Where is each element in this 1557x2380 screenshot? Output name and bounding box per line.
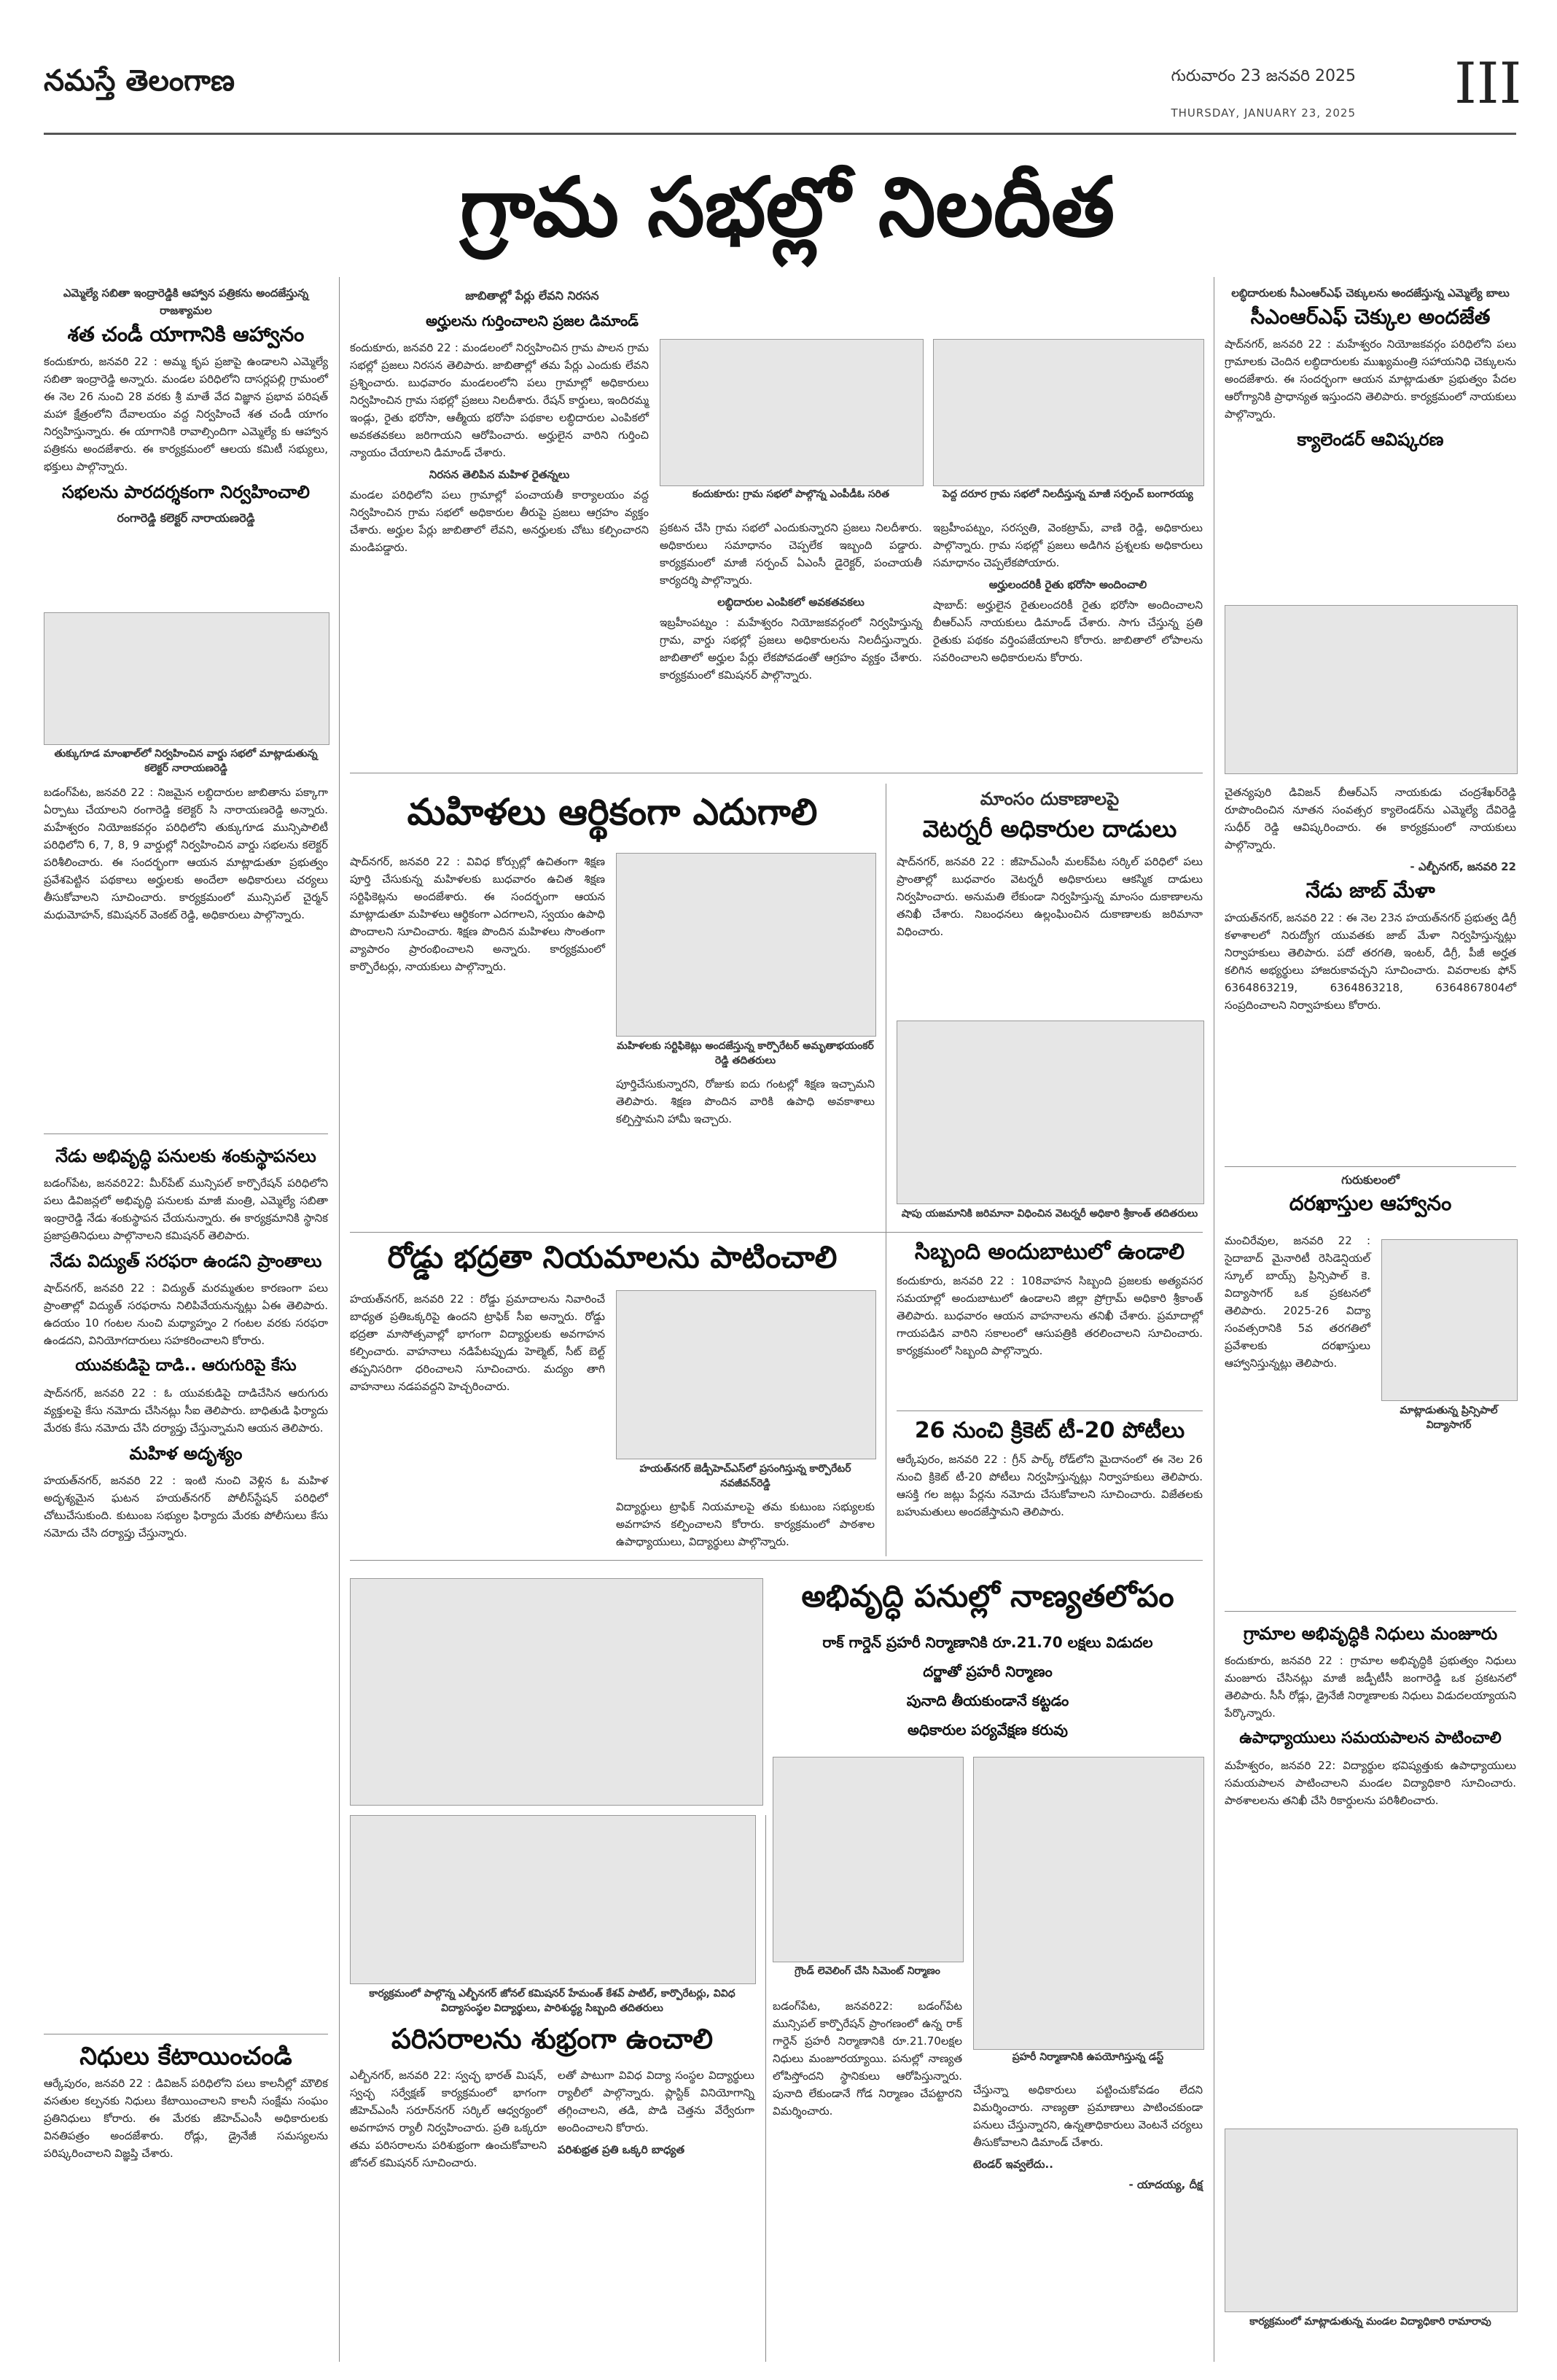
story-title: నేడు విద్యుత్ సరఫరా ఉండని ప్రాంతాలు xyxy=(50,1251,322,1271)
story-body: బడంగ్‌పేట, జనవరి 22 : నిజమైన లబ్ధిదారుల జాబితాను పక్కాగా ఏర్పాటు చేయాలని రంగారెడ్డి కలెక్టర్ సి నారాయణరెడ్డి అన్నారు. మహేశ్వరం నియోజకవర్గం పరిధిలోని తుక్కుగూడ మున్సిపాలిటీ పరిధిలోని 6, 7, 8, 9 వార్డుల్లో నిర్వహించిన వార్డు సభలను కలెక్టర్ పరిశీలించారు. ఈ సందర్భంగా ఆయన మాట్లాడుతూ ప్రభుత్వం ప్రవేశపెట్టిన పథకాలు అర్హులకు అందేలా అధికారులు చర్యలు తీసుకోవాలని సూచించారు. కార్యక్రమంలో మున్సిపల్ చైర్మన్ మధుమోహన్, కమిషనర్ వెంకట్ రెడ్డి, అధికారులు పాల్గొన్నారు. xyxy=(44,786,328,921)
women-col-2 xyxy=(616,1075,875,1132)
story-body: కందుకూరు, జనవరి 22 : అమ్మ కృప ప్రజాపై ఉండాలని ఎమ్మెల్యే సబితా ఇంద్రారెడ్డి అన్నారు. మండల పరిధిలోని దాసర్లపల్లి గ్రామంలో ఈ నెల 26 నుంచి 28 వరకు శ్రీ మాతే వేద విజ్ఞాన ప్రభావ పరిషత్ మహా క్షేత్రంలోని దేవాలయం వద్ద నిర్వహించే శత చండీ యాగం నిర్వహిస్తున్నారు. ఈ యాగానికి రావాల్సిందిగా ఎమ్మెల్యే కు ఆహ్వాన పత్రికను అందజేశారు. ఈ కార్యక్రమంలో ఆలయ కమిటీ సభ్యులు, భక్తులు పాల్గొన్నారు. xyxy=(44,355,328,473)
vet-body xyxy=(897,853,1203,945)
story-body: కందుకూరు, జనవరి 22 : గ్రామాల అభివృద్ధికి ప్రభుత్వం నిధులు మంజూరు చేసినట్లు మాజీ జడ్పీటీసీ జంగారెడ్డి ఒక ప్రకటనలో తెలిపారు. సీసీ రోడ్లు, డ్రైనేజీ నిర్మాణాలకు నిధులు విడుదలయ్యాయని పేర్కొన్నారు. xyxy=(1225,1654,1516,1720)
photo-caption: మాట్లాడుతున్న ప్రిన్సిపాల్ విద్యాసాగర్ xyxy=(1400,1405,1498,1431)
story-title: సిబ్బంది అందుబాటులో ఉండాలి xyxy=(914,1239,1185,1265)
cricket-body xyxy=(897,1451,1203,1525)
story-body: కందుకూరు, జనవరి 22 : 108వాహన సిబ్బంది ప్రజలకు అత్యవసర సమయాల్లో అందుబాటులో ఉండాలని జిల్లా ప్రోగ్రామ్ అధికారి శ్రీకాంత్ తెలిపారు. బుధవారం ఆయన వాహనాలను తనిఖీ చేశారు. ప్రమాదాల్లో గాయపడిన వారిని సకాలంలో ఆసుపత్రికి తరలించాలని సూచించారు. కార్యక్రమంలో సిబ్బంది పాల్గొన్నారు. xyxy=(897,1274,1203,1357)
road-col-2 xyxy=(616,1498,875,1555)
story-body: హయత్‌నగర్, జనవరి 22 : ఇంటి నుంచి వెళ్లిన ఓ మహిళ అదృశ్యమైన ఘటన హయత్‌నగర్ పోలీస్‌స్టేషన్ పరిధిలో చోటుచేసుకుంది. కుటుంబ సభ్యుల ఫిర్యాదు మేరకు పోలీసులు కేసు నమోదు చేసి దర్యాప్తు చేస్తున్నారు. xyxy=(44,1474,328,1540)
story-title: వెటర్నరీ అధికారుల దాడులు xyxy=(922,815,1177,843)
story-title: మహిళ అదృశ్యం xyxy=(129,1443,243,1464)
story-deck: పునాది తీయకుండానే కట్టడం xyxy=(906,1692,1069,1709)
story-title: నిధులు కేటాయించండి xyxy=(79,2042,292,2071)
photo-principal xyxy=(1381,1239,1518,1401)
photo-caption: మహిళలకు సర్టిఫికెట్లు అందజేస్తున్న కార్పొరేటర్ అమృతాభయంకర్ రెడ్డి తదితరులు xyxy=(617,1040,874,1066)
photo-women-certificates xyxy=(616,853,876,1037)
story-body: షాద్‌నగర్, జనవరి 22 : జీహెచ్‌ఎంసీ మలక్‌పేట సర్కిల్ పరిధిలో పలు ప్రాంతాల్లో బుధవారం వెటర్నరీ అధికారులు ఆకస్మిక దాడులు నిర్వహించారు. అనుమతి లేకుండా నిర్వహిస్తున్న మాంసం దుకాణాలను తనిఖీ చేశారు. నిబంధనలు ఉల్లంఘించిన దుకాణాలకు జరిమానా విధించారు. xyxy=(897,855,1203,938)
section-divider xyxy=(350,1560,1203,1561)
center-col-2 xyxy=(660,519,922,688)
story-subhead: అర్హులందరికీ రైతు భరోసా అందించాలి xyxy=(988,578,1147,591)
photo-caption: తుక్కుగూడ మాంఖాల్‌లో నిర్వహించిన వార్డు సభలో మాట్లాడుతున్న కలెక్టర్ నారాయణరెడ్డి xyxy=(54,748,318,774)
center-col-3 xyxy=(933,519,1203,671)
right-column-3a xyxy=(1225,1232,1370,1376)
env-col-1 xyxy=(350,2067,547,2176)
story-title: పరిసరాలను శుభ్రంగా ఉంచాలి xyxy=(391,2023,714,2055)
story-body: చేస్తున్నా అధికారులు పట్టించుకోవడం లేదని విమర్శించారు. నాణ్యతా ప్రమాణాలు పాటించకుండా పనులు చేస్తున్నారని, ఉన్నతాధికారులు వెంటనే చర్యలు తీసుకోవాలని డిమాండ్ చేశారు. xyxy=(973,2083,1203,2149)
right-column-4 xyxy=(1225,1618,1516,1814)
quality-col-1 xyxy=(773,1997,962,2124)
section-divider xyxy=(350,1232,1203,1233)
left-column-2 xyxy=(44,784,328,928)
story-deck: అధికారుల పర్యవేక్షణ కరువు xyxy=(908,1721,1068,1739)
photo-meat-shop-raid xyxy=(897,1021,1204,1204)
photo-ward-meeting xyxy=(44,612,329,745)
date-english: THURSDAY, JANUARY 23, 2025 xyxy=(1171,106,1356,120)
story-title: మహిళలు ఆర్థికంగా ఎదుగాలి xyxy=(407,791,818,833)
story-body: ప్రకటన చేసి గ్రామ సభలో ఎందుకున్నారని ప్రజలు నిలదీశారు. అధికారులు సమాధానం చెప్పలేక ఇబ్బంది పడ్డారు. కార్యక్రమంలో మాజీ సర్పంచ్ ఏఎంసీ డైరెక్టర్, పంచాయతీ కార్యదర్శి పాల్గొన్నారు. xyxy=(660,521,922,587)
story-body: బడంగ్‌పేట, జనవరి22: మీర్‌పేట్ మున్సిపల్ కార్పొరేషన్ పరిధిలోని పలు డివిజన్లలో అభివృద్ధి పనులకు మాజీ మంత్రి, ఎమ్మెల్యే సబితా ఇంద్రారెడ్డి నేడు శంకుస్థాపన చేయనున్నారు. ఈ కార్యక్రమానికి స్థానిక ప్రజాప్రతినిధులు పాల్గొనాలని కమిషనర్ తెలిపారు. xyxy=(44,1177,328,1242)
photo-aerial-construction xyxy=(350,1578,763,1806)
story-divider xyxy=(1225,1166,1516,1167)
byline: - ఎల్బీనగర్, జనవరి 22 xyxy=(1410,860,1516,873)
photo-village-meeting xyxy=(933,339,1204,486)
story-body: ఎల్బీనగర్, జనవరి 22: స్వచ్ఛ భారత్ మిషన్, స్వచ్ఛ సర్వేక్షణ్ కార్యక్రమంలో భాగంగా జీహెచ్‌ఎంసీ సరూర్‌నగర్ సర్కిల్ ఆధ్వర్యంలో అవగాహన ర్యాలీ నిర్వహించారు. ప్రతి ఒక్కరూ తమ పరిసరాలను పరిశుభ్రంగా ఉంచుకోవాలని జోనల్ కమిషనర్ సూచించారు. xyxy=(350,2069,547,2169)
photo-education-officer xyxy=(1225,2129,1518,2312)
story-title: ఉపాధ్యాయులు సమయపాలన పాటించాలి xyxy=(1239,1729,1502,1747)
story-subhead: లబ్ధిదారుల ఎంపికలో అవకతవకలు xyxy=(717,596,865,609)
column-divider xyxy=(765,1815,766,2362)
story-body: మహేశ్వరం, జనవరి 22: విద్యార్థుల భవిష్యత్తుకు ఉపాధ్యాయులు సమయపాలన పాటించాలని మండల విద్యాధికారి సూచించారు. పాఠశాలలను తనిఖీ చేసి రికార్డులను పరిశీలించారు. xyxy=(1225,1759,1516,1807)
newspaper-brand: నమస్తే తెలంగాణ xyxy=(44,64,235,98)
story-title: నేడు అభివృద్ధి పనులకు శంకుస్థాపనలు xyxy=(55,1146,316,1166)
story-body: ఆర్కేపురం, జనవరి 22 : గ్రీన్ పార్క్ రోడ్‌లోని మైదానంలో ఈ నెల 26 నుంచి క్రికెట్ టీ-20 పోటీలు నిర్వహిస్తున్నట్లు నిర్వాహకులు తెలిపారు. ఆసక్తి గల జట్లు పేర్లను నమోదు చేసుకోవాలని సూచించారు. విజేతలకు బహుమతులు అందజేస్తామని తెలిపారు. xyxy=(897,1453,1203,1518)
story-title: సభలను పారదర్శకంగా నిర్వహించాలి xyxy=(62,482,310,502)
story-subhead: నిరసన తెలిపిన మహిళ రైతన్నలు xyxy=(429,468,570,481)
story-body: హయత్‌నగర్, జనవరి 22 : రోడ్డు ప్రమాదాలను నివారించే బాధ్యత ప్రతిఒక్కరిపై ఉందని ట్రాఫిక్ సీఐ అన్నారు. రోడ్డు భద్రతా మాసోత్సవాల్లో భాగంగా విద్యార్థులకు అవగాహన కల్పించారు. వాహనాలు నడిపేటప్పుడు హెల్మెట్, సీట్ బెల్ట్ తప్పనిసరిగా ధరించాలని సూచించారు. మద్యం తాగి వాహనాలు నడపవద్దని హెచ్చరించారు. xyxy=(350,1292,605,1393)
story-title: దరఖాస్తుల ఆహ్వానం xyxy=(1289,1191,1452,1215)
photo-grama-sabha xyxy=(660,339,924,486)
story-body: ఇబ్రహీంపట్నం, సరస్వతి, వెంకట్రామ్, వాణి రెడ్డి, అధికారులు పాల్గొన్నారు. గ్రామ సభల్లో ప్రజలు అడిగిన ప్రశ్నలకు అధికారులు సమాధానం చెప్పలేకపోయారు. xyxy=(933,521,1203,569)
date-telugu: గురువారం 23 జనవరి 2025 xyxy=(1171,67,1356,85)
story-title: నేడు జాబ్ మేళా xyxy=(1306,878,1435,902)
story-body: షాద్‌నగర్, జనవరి 22 : విద్యుత్ మరమ్మతుల కారణంగా పలు ప్రాంతాల్లో విద్యుత్ సరఫరాను నిలిపివేయనున్నట్లు ఏఈ తెలిపారు. ఉదయం 10 గంటల నుంచి మధ్యాహ్నం 2 గంటల వరకు సరఫరా ఉండదని, వినియోగదారులు సహకరించాలని కోరారు. xyxy=(44,1281,328,1347)
story-body: బడంగ్‌పేట, జనవరి22: బడంగ్‌పేట మున్సిపల్ కార్పొరేషన్ ప్రాంగణంలో ఉన్న రాక్ గార్డెన్ ప్రహరీ నిర్మాణానికి రూ.21.70లక్షల నిధులు మంజూరయ్యాయి. పనుల్లో నాణ్యత లోపిస్తోందని స్థానికులు ఆరోపిస్తున్నారు. పునాది లేకుండానే గోడ నిర్మాణం చేపట్టారని విమర్శించారు. xyxy=(773,1999,962,2118)
story-title: 26 నుంచి క్రికెట్ టీ-20 పోటీలు xyxy=(914,1418,1185,1443)
story-deck: అర్హులను గుర్తించాలని ప్రజల డిమాండ్ xyxy=(426,312,639,329)
story-divider xyxy=(1225,1611,1516,1612)
right-column-2 xyxy=(1225,784,1516,1018)
byline: - యాదయ్య, దీక్ష xyxy=(1128,2178,1203,2191)
story-title: క్యాలెండర్ ఆవిష్కరణ xyxy=(1297,429,1444,450)
photo-caption: ప్రహరీ నిర్మాణానికి ఉపయోగిస్తున్న డస్ట్ xyxy=(1012,2051,1164,2063)
story-title: సీఎంఆర్‌ఎఫ్ చెక్కుల అందజేత xyxy=(1250,305,1491,329)
photo-caption: షాపు యజమానికి జరిమానా విధించిన వెటర్నరీ అధికారి శ్రీకాంత్ తదితరులు xyxy=(901,1208,1198,1220)
env-col-2 xyxy=(558,2067,754,2161)
story-subhead: పరిశుభ్రత ప్రతి ఒక్కరి బాధ్యత xyxy=(558,2143,685,2156)
photo-caption: హయత్‌నగర్ జెడ్పీహెచ్‌ఎస్‌లో ప్రసంగిస్తున్న కార్పొరేటర్ నవజీవన్‌రెడ్డి xyxy=(639,1463,851,1489)
photo-dust-material xyxy=(973,1757,1204,2050)
story-deck: దర్జాతో ప్రహరీ నిర్మాణం xyxy=(923,1663,1053,1680)
staff-body xyxy=(897,1272,1203,1364)
photo-ground-leveling xyxy=(773,1757,964,1962)
story-body: లతో పాటుగా వివిధ విద్యా సంస్థల విద్యార్థులు ర్యాలీలో పాల్గొన్నారు. ప్లాస్టిక్ వినియోగాన్ని తగ్గించాలని, తడి, పొడి చెత్తను వేర్వేరుగా అందించాలని కోరారు. xyxy=(558,2069,754,2134)
story-body: ఆర్కేపురం, జనవరి 22 : డివిజన్ పరిధిలోని పలు కాలనీల్లో మౌలిక వసతుల కల్పనకు నిధులు కేటాయించాలని కాలనీ సంక్షేమ సంఘం ప్రతినిధులు కోరారు. ఈ మేరకు జీహెచ్‌ఎంసీ అధికారులకు వినతిపత్రం అందజేశారు. రోడ్లు, డ్రైనేజీ సమస్యలను పరిష్కరించాలని విజ్ఞప్తి చేశారు. xyxy=(44,2077,328,2160)
story-body: షాద్‌నగర్, జనవరి 22 : ఓ యువకుడిపై దాడిచేసిన ఆరుగురు వ్యక్తులపై కేసు నమోదు చేసినట్లు సీఐ తెలిపారు. బాధితుడి ఫిర్యాదు మేరకు కేసు నమోదు చేసి దర్యాప్తు చేస్తున్నామని ఆయన తెలిపారు. xyxy=(44,1386,328,1435)
story-body: షాద్‌నగర్, జనవరి 22 : వివిధ కోర్సుల్లో ఉచితంగా శిక్షణ పూర్తి చేసుకున్న మహిళలకు బుధవారం ఉచిత శిక్షణ సర్టిఫికెట్లను అందజేశారు. ఈ సందర్భంగా ఆయన మాట్లాడుతూ మహిళలు ఆర్థికంగా ఎదగాలని, స్వయం ఉపాధి పొందాలని సూచించారు. శిక్షణ పొందిన మహిళలు సొంతంగా వ్యాపారం ప్రారంభించాలని అన్నారు. కార్యక్రమంలో కార్పొరేటర్లు, నాయకులు పాల్గొన్నారు. xyxy=(350,855,605,973)
column-divider xyxy=(339,277,340,2362)
story-subtitle: రంగారెడ్డి కలెక్టర్ నారాయణరెడ్డి xyxy=(117,511,255,525)
story-body: ఇబ్రహీంపట్నం : మహేశ్వరం నియోజకవర్గంలో నిర్వహిస్తున్న గ్రామ, వార్డు సభల్లో ప్రజలు అధికారులను నిలదీస్తున్నారు. జాబితాలో అర్హుల పేర్లు లేకపోవడంతో ఆగ్రహం వ్యక్తం చేశారు. కార్యక్రమంలో కమిషనర్ పాల్గొన్నారు. xyxy=(660,616,922,682)
photo-calendar-launch xyxy=(1225,605,1518,774)
photo-caption: కార్యక్రమంలో మాట్లాడుతున్న మండల విద్యాధికారి రామారావు xyxy=(1249,2316,1491,2328)
quality-col-2 xyxy=(973,2081,1203,2193)
main-headline: గ్రామ సభల్లో నిలదీత xyxy=(459,160,1115,255)
story-title: శత చండీ యాగానికి ఆహ్వానం xyxy=(67,322,305,346)
story-body: హయత్‌నగర్, జనవరి 22 : ఈ నెల 23న హయత్‌నగర్ ప్రభుత్వ డిగ్రీ కళాశాలలో నిరుద్యోగ యువతకు జాబ్ మేళా నిర్వహిస్తున్నట్లు నిర్వాహకులు తెలిపారు. పదో తరగతి, ఇంటర్, డిగ్రీ, పీజీ అర్హత కలిగిన అభ్యర్థులు హాజరుకావచ్చని సూచించారు. వివరాలకు ఫోన్ 6364863219, 6364863218, 6364867804లో సంప్రదించాలని నిర్వాహకులు కోరారు. xyxy=(1225,911,1516,1012)
left-column-4 xyxy=(44,2041,328,2166)
photo-caption: గ్రౌండ్ లెవెలింగ్ చేసి సిమెంట్ నిర్మాణం xyxy=(795,1965,940,1977)
story-body: షాద్‌నగర్, జనవరి 22 : మహేశ్వరం నియోజకవర్గం పరిధిలోని పలు గ్రామాలకు చెందిన లబ్ధిదారులకు ముఖ్యమంత్రి సహాయనిధి చెక్కులను అందజేశారు. ఈ సందర్భంగా ఆయన మాట్లాడుతూ ప్రభుత్వం పేదల ఆరోగ్యానికి ప్రాధాన్యత ఇస్తుందని తెలిపారు. కార్యక్రమంలో నాయకులు పాల్గొన్నారు. xyxy=(1225,338,1516,421)
story-kicker: జాబితాల్లో పేర్లు లేవని నిరసన xyxy=(465,289,599,303)
photo-cleanliness-rally xyxy=(350,1815,756,1984)
left-column-3 xyxy=(44,1141,328,1546)
story-deck: రాక్ గార్డెన్ ప్రహరీ నిర్మాణానికి రూ.21.70 లక్షలు విడుదల xyxy=(822,1634,1153,1651)
story-body: పూర్తిచేసుకున్నారని, రోజుకు ఐదు గంటల్లో శిక్షణ ఇచ్చామని తెలిపారు. శిక్షణ పొందిన వారికి ఉపాధి అవకాశాలు కల్పిస్తామని హామీ ఇచ్చారు. xyxy=(616,1077,875,1125)
right-column-3 xyxy=(1225,1172,1516,1222)
masthead-rule xyxy=(44,133,1516,135)
page-number: III xyxy=(1454,51,1522,117)
story-body: మంచిరేవుల, జనవరి 22 : సైదాబాద్ మైనారిటీ రెసిడెన్షియల్ స్కూల్ బాయ్స్ ప్రిన్సిపాల్ కె. విద్యాసాగర్ ఒక ప్రకటనలో తెలిపారు. 2025-26 విద్యా సంవత్సరానికి 5వ తరగతిలో ప్రవేశాలకు దరఖాస్తులు ఆహ్వానిస్తున్నట్లు తెలిపారు. xyxy=(1225,1234,1370,1370)
photo-caption: కందుకూరు: గ్రామ సభలో పాల్గొన్న ఎంపీడీఓ సరిత xyxy=(692,488,889,500)
right-column xyxy=(1225,284,1516,458)
story-kicker: లబ్ధిదారులకు సీఎంఆర్‌ఎఫ్ చెక్కులను అందజేస్తున్న ఎమ్మెల్యే బాలు xyxy=(1231,286,1510,300)
photo-caption: పెద్ద దరూర గ్రామ సభలో నిలదీస్తున్న మాజీ సర్పంచ్ బంగారయ్య xyxy=(943,488,1193,500)
story-body: కందుకూరు, జనవరి 22 : మండలంలో నిర్వహించిన గ్రామ పాలన గ్రామ సభల్లో ప్రజలు నిరసన తెలిపారు. జాబితాల్లో తమ పేర్లు ఎందుకు లేవని ప్రశ్నించారు. బుధవారం మండలంలోని పలు గ్రామాల్లో అధికారులు నిర్వహించిన గ్రామ సభల్లో ప్రజలు నిలదీశారు. రేషన్ కార్డులు, ఇందిరమ్మ ఇండ్లు, రైతు భరోసా, ఆత్మీయ భరోసా పథకాల లబ్ధిదారుల ఎంపికలో అవకతవకలు జరిగాయని ఆరోపించారు. అర్హులైన వారిని గుర్తించి న్యాయం చేయాలని డిమాండ్ చేశారు. xyxy=(350,341,649,459)
photo-caption: కార్యక్రమంలో పాల్గొన్న ఎల్బీనగర్ జోనల్ కమిషనర్ హేమంత్ కేశవ్ పాటిల్, కార్పొరేటర్లు, వివిధ విద్యాసంస్థల విద్యార్థులు, పారిశుద్ధ్య సిబ్బంది తదితరులు xyxy=(369,1988,735,2014)
story-kicker: గురుకులంలో xyxy=(1341,1173,1400,1187)
road-col-1 xyxy=(350,1290,605,1400)
story-title: గ్రామాల అభివృద్ధికి నిధులు మంజూరు xyxy=(1243,1623,1498,1644)
story-kicker: మాంసం దుకాణాలపై xyxy=(980,789,1120,809)
story-title: యువకుడిపై దాడి.. ఆరుగురిపై కేసు xyxy=(75,1357,297,1375)
center-col-1 xyxy=(350,339,649,561)
photo-road-safety xyxy=(616,1290,876,1459)
story-kicker: ఎమ్మెల్యే సబితా ఇంద్రారెడ్డికి ఆహ్వాన పత్రికను అందజేస్తున్న రాజశ్యామల xyxy=(63,286,309,317)
women-col-1 xyxy=(350,853,605,980)
story-title: అభివృద్ధి పనుల్లో నాణ్యతలోపం xyxy=(801,1578,1174,1614)
story-title: రోడ్డు భద్రతా నియమాలను పాటించాలి xyxy=(387,1239,838,1275)
story-body: విద్యార్థులు ట్రాఫిక్ నియమాలపై తమ కుటుంబ సభ్యులకు అవగాహన కల్పించాలని కోరారు. కార్యక్రమంలో పాఠశాల ఉపాధ్యాయులు, విద్యార్థులు పాల్గొన్నారు. xyxy=(616,1500,875,1548)
story-body: చైతన్యపురి డివిజన్ బీఆర్ఎస్ నాయకుడు చంద్రశేఖర్‌రెడ్డి రూపొందించిన నూతన సంవత్సర క్యాలెండర్‌ను ఎమ్మెల్యే దేవిరెడ్డి సుధీర్ రెడ్డి ఆవిష్కరించారు. ఈ కార్యక్రమంలో నాయకులు పాల్గొన్నారు. xyxy=(1225,786,1516,851)
story-body: షాబాద్: అర్హులైన రైతులందరికీ రైతు భరోసా అందించాలని బీఆర్ఎస్ నాయకులు డిమాండ్ చేశారు. సాగు చేస్తున్న ప్రతి రైతుకు పథకం వర్తింపజేయాలని కోరారు. జాబితాలో లోపాలను సవరించాలని అధికారులను కోరారు. xyxy=(933,598,1203,664)
story-subhead: టెండర్ ఇవ్వలేదు.. xyxy=(973,2158,1053,2171)
story-body: మండల పరిధిలోని పలు గ్రామాల్లో పంచాయతీ కార్యాలయం వద్ద నిర్వహించిన గ్రామ సభలో అధికారుల తీరుపై ప్రజలు ఆగ్రహం వ్యక్తం చేశారు. అర్హుల పేర్లు జాబితాలో లేవని, అనర్హులకు చోటు కల్పించారని మండిపడ్డారు. xyxy=(350,488,649,554)
left-column xyxy=(44,284,328,526)
